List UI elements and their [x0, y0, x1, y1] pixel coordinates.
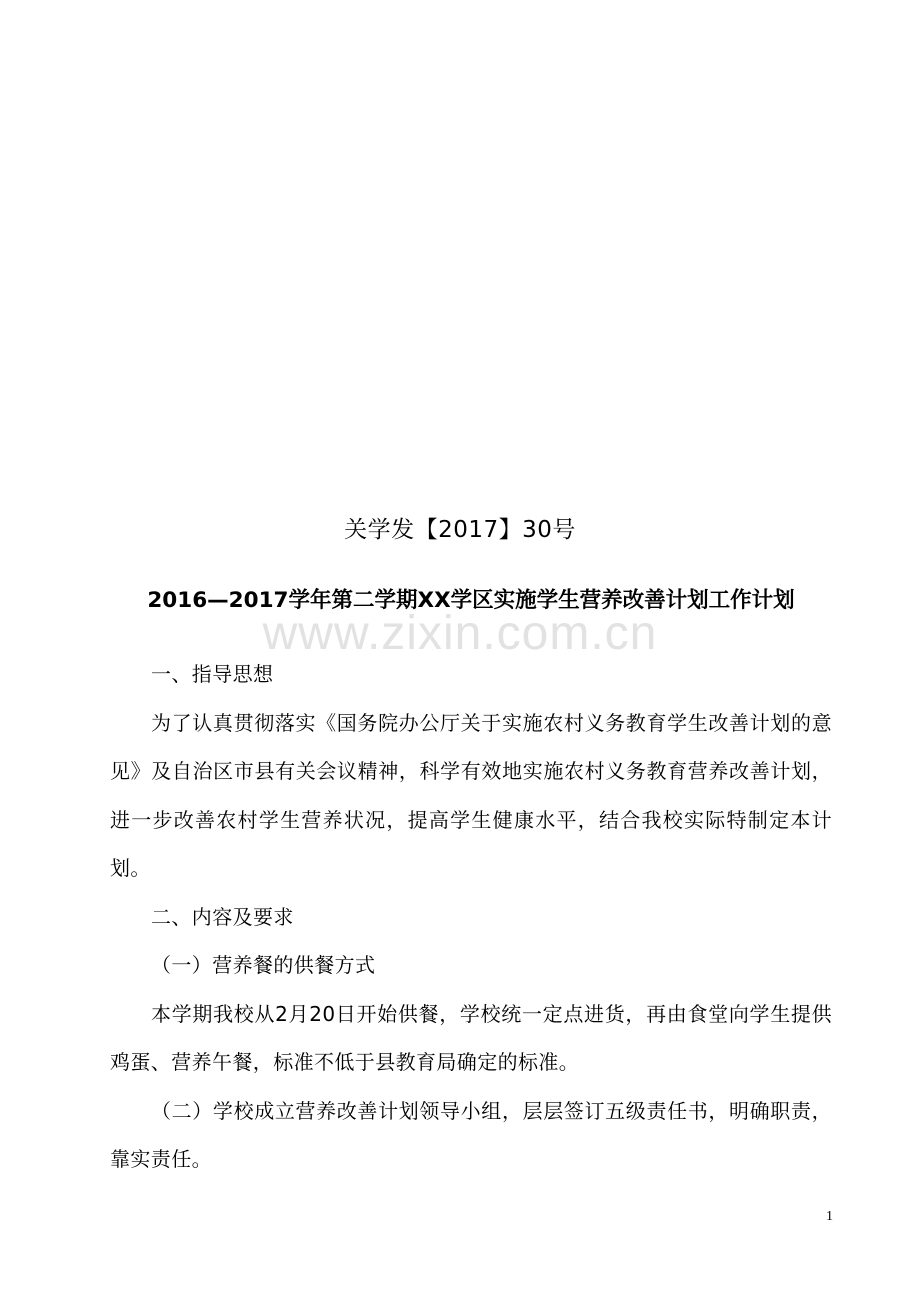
- page-number: 1: [826, 1209, 833, 1224]
- document-body: [110, 650, 832, 1184]
- section-heading-content-requirements: 二、内容及要求: [151, 904, 294, 929]
- paragraph-guiding-ideology: 为了认真贯彻落实《国务院办公厅关于实施农村义务教育学生改善计划的意见》及自治区市县有关会议精神，科学有效地实施农村义务教育营养改善计划，进一步改善农村学生营养状况，提高学生健康水平，结合我校实际特制定本计划。: [110, 710, 832, 880]
- document-number: 关学发【2017】30号: [344, 517, 576, 543]
- paragraph-leadership-group: （二）学校成立营养改善计划领导小组，层层签订五级责任书，明确职责，靠实责任。: [110, 1098, 832, 1171]
- watermark: www.zixin.com.cn: [262, 607, 658, 660]
- subsection-heading-meal-method: （一）营养餐的供餐方式: [151, 953, 376, 977]
- document-title: 2016—2017学年第二学期XX学区实施学生营养改善计划工作计划: [147, 588, 795, 613]
- section-heading-guiding-ideology: 一、指导思想: [151, 662, 274, 686]
- paragraph-meal-method: 本学期我校从2月20日开始供餐，学校统一定点进货，再由食堂向学生提供鸡蛋、营养午餐，标准不低于县教育局确定的标准。: [110, 1001, 832, 1074]
